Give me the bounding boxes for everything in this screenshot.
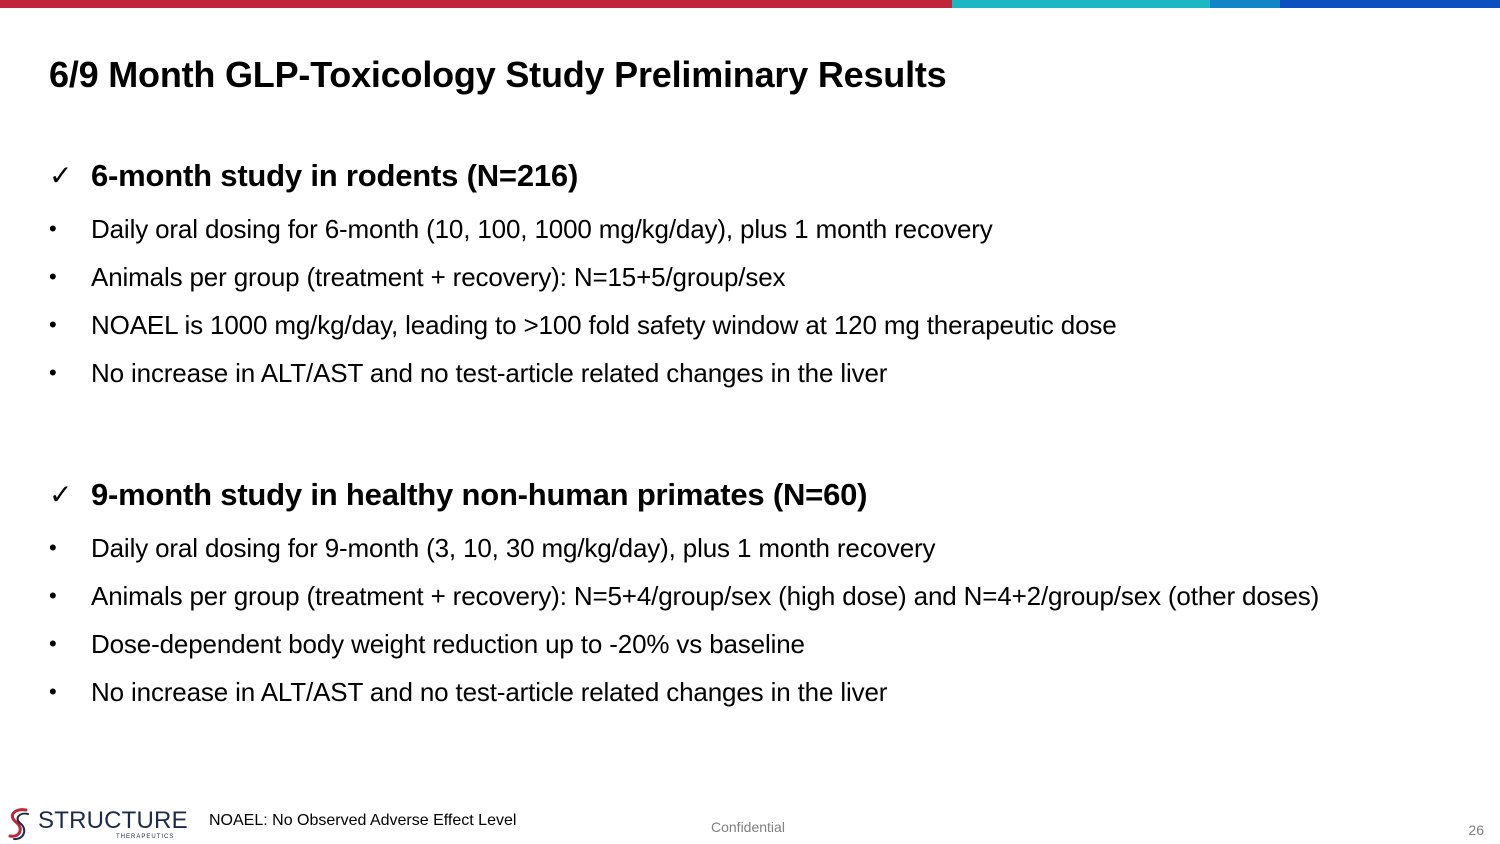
footnote: NOAEL: No Observed Adverse Effect Level — [209, 812, 517, 829]
accent-segment-teal — [952, 0, 1210, 8]
section-rodents — [49, 153, 1489, 397]
bullet-text: Dose-dependent body weight reduction up to -20% vs baseline — [91, 628, 805, 659]
section-heading-row — [49, 472, 1489, 518]
bullet-icon: • — [49, 216, 57, 241]
check-icon: ✓ — [49, 479, 73, 510]
section-heading: 9-month study in healthy non-human primates (N=60) — [91, 477, 868, 512]
list-item — [49, 524, 1489, 572]
bullet-text: No increase in ALT/AST and no test-article related changes in the liver — [91, 676, 888, 707]
confidential-label: Confidential — [711, 819, 785, 835]
bullet-icon: • — [49, 312, 57, 337]
page-number: 26 — [1468, 822, 1484, 838]
bullet-text: No increase in ALT/AST and no test-article related changes in the liver — [91, 357, 888, 388]
bullet-icon: • — [49, 264, 57, 289]
bullet-text: Daily oral dosing for 9-month (3, 10, 30 mg/kg/day), plus 1 month recovery — [91, 532, 936, 563]
bullet-icon: • — [49, 631, 57, 656]
logo-wordmark — [38, 806, 188, 840]
list-item — [49, 668, 1489, 716]
section-heading: 6-month study in rodents (N=216) — [91, 158, 579, 193]
accent-segment-red — [0, 0, 952, 8]
list-item — [49, 205, 1489, 253]
bullet-icon: • — [49, 360, 57, 385]
bullet-text: Animals per group (treatment + recovery): N=5+4/group/sex (high dose) and N=4+2/group/sex (other doses) — [91, 580, 1320, 611]
check-icon: ✓ — [49, 160, 73, 191]
list-item — [49, 349, 1489, 397]
bullet-text: Animals per group (treatment + recovery): N=15+5/group/sex — [91, 261, 786, 292]
section-primates — [49, 472, 1489, 716]
section-heading-row — [49, 153, 1489, 199]
bullet-icon: • — [49, 583, 57, 608]
list-item — [49, 620, 1489, 668]
bullet-text: Daily oral dosing for 6-month (10, 100, 1000 mg/kg/day), plus 1 month recovery — [91, 213, 993, 244]
list-item — [49, 301, 1489, 349]
logo-subtext: THERAPEUTICS — [116, 833, 175, 840]
accent-segment-blue — [1210, 0, 1280, 8]
top-accent-bar — [0, 0, 1500, 8]
bullet-text: NOAEL is 1000 mg/kg/day, leading to >100 fold safety window at 120 mg therapeutic dose — [91, 309, 1117, 340]
logo-s-icon — [6, 806, 34, 842]
list-item — [49, 253, 1489, 301]
bullet-icon: • — [49, 535, 57, 560]
slide-title: 6/9 Month GLP-Toxicology Study Preliminary Results — [49, 54, 947, 95]
logo-text: STRUCTURE — [38, 806, 188, 834]
bullet-icon: • — [49, 679, 57, 704]
accent-segment-dark-blue — [1280, 0, 1500, 8]
company-logo — [6, 806, 188, 842]
list-item — [49, 572, 1489, 620]
